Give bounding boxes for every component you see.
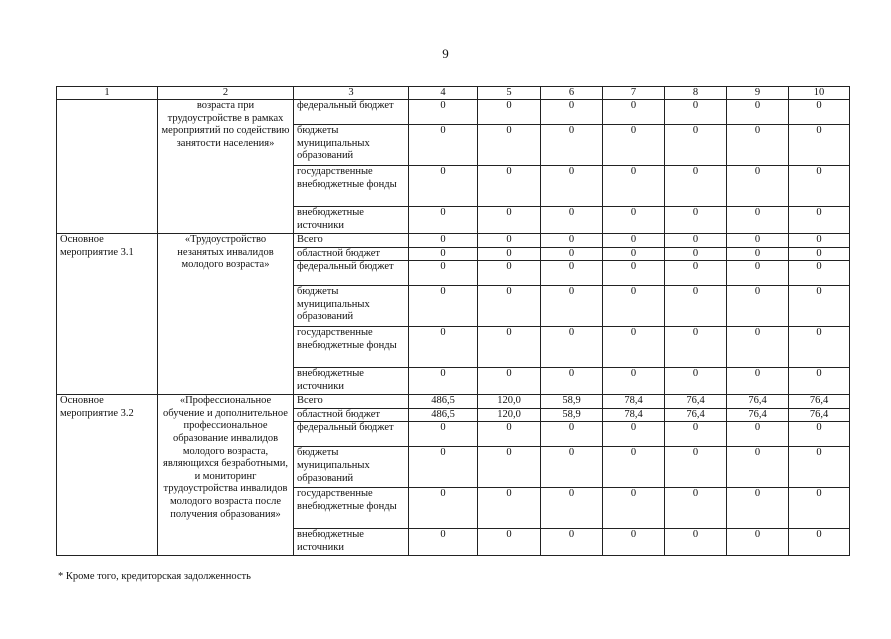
measure-name-cell: Основное мероприятие 3.1	[57, 234, 158, 395]
table-row	[57, 395, 850, 409]
funding-source-cell: государственные внебюджетные фонды	[294, 327, 409, 368]
value-cell: 0	[409, 529, 478, 556]
value-cell: 0	[409, 422, 478, 447]
value-cell: 0	[541, 247, 603, 261]
value-cell: 0	[603, 368, 665, 395]
value-cell: 0	[665, 261, 727, 286]
value-cell: 0	[603, 247, 665, 261]
value-cell: 0	[789, 286, 850, 327]
value-cell: 0	[665, 207, 727, 234]
value-cell: 120,0	[478, 395, 541, 409]
value-cell: 0	[789, 488, 850, 529]
funding-source-cell: государственные внебюджетные фонды	[294, 488, 409, 529]
funding-source-cell: Всего	[294, 395, 409, 409]
value-cell: 78,4	[603, 408, 665, 422]
value-cell: 58,9	[541, 408, 603, 422]
value-cell: 0	[541, 286, 603, 327]
value-cell: 0	[727, 488, 789, 529]
value-cell: 0	[665, 368, 727, 395]
funding-source-cell: областной бюджет	[294, 408, 409, 422]
funding-source-cell: внебюджетные источники	[294, 529, 409, 556]
value-cell: 0	[665, 488, 727, 529]
value-cell: 76,4	[665, 408, 727, 422]
value-cell: 0	[727, 447, 789, 488]
table-header-row	[57, 87, 850, 100]
value-cell: 76,4	[727, 408, 789, 422]
funding-source-cell: федеральный бюджет	[294, 422, 409, 447]
value-cell: 0	[478, 261, 541, 286]
funding-source-cell: внебюджетные источники	[294, 368, 409, 395]
funding-source-cell: бюджеты муниципальных образований	[294, 286, 409, 327]
value-cell: 0	[541, 368, 603, 395]
measure-name-cell	[57, 100, 158, 234]
value-cell: 0	[541, 261, 603, 286]
funding-source-cell: областной бюджет	[294, 247, 409, 261]
value-cell: 0	[789, 125, 850, 166]
value-cell: 0	[541, 234, 603, 248]
value-cell: 0	[478, 422, 541, 447]
value-cell: 0	[789, 234, 850, 248]
column-header-10: 10	[789, 87, 850, 100]
value-cell: 0	[409, 125, 478, 166]
value-cell: 0	[478, 488, 541, 529]
value-cell: 0	[603, 261, 665, 286]
value-cell: 0	[541, 488, 603, 529]
value-cell: 0	[409, 286, 478, 327]
value-cell: 0	[665, 529, 727, 556]
value-cell: 0	[478, 447, 541, 488]
value-cell: 0	[727, 529, 789, 556]
value-cell: 76,4	[789, 395, 850, 409]
column-header-4: 4	[409, 87, 478, 100]
value-cell: 0	[789, 422, 850, 447]
value-cell: 0	[478, 286, 541, 327]
value-cell: 0	[603, 422, 665, 447]
value-cell: 0	[541, 422, 603, 447]
value-cell: 0	[541, 125, 603, 166]
value-cell: 0	[603, 327, 665, 368]
value-cell: 0	[409, 247, 478, 261]
value-cell: 0	[665, 422, 727, 447]
value-cell: 0	[727, 166, 789, 207]
funding-source-cell: государственные внебюджетные фонды	[294, 166, 409, 207]
value-cell: 0	[727, 286, 789, 327]
value-cell: 0	[665, 166, 727, 207]
value-cell: 0	[665, 247, 727, 261]
value-cell: 0	[665, 447, 727, 488]
value-cell: 0	[603, 488, 665, 529]
table-row	[57, 234, 850, 248]
value-cell: 0	[727, 247, 789, 261]
value-cell: 0	[603, 286, 665, 327]
value-cell: 0	[478, 327, 541, 368]
value-cell: 0	[727, 368, 789, 395]
value-cell: 0	[789, 247, 850, 261]
value-cell: 76,4	[665, 395, 727, 409]
column-header-7: 7	[603, 87, 665, 100]
table-body	[57, 100, 850, 556]
value-cell: 0	[603, 207, 665, 234]
funding-source-cell: федеральный бюджет	[294, 261, 409, 286]
value-cell: 0	[409, 447, 478, 488]
value-cell: 0	[541, 166, 603, 207]
column-header-8: 8	[665, 87, 727, 100]
measure-name-cell: Основное мероприятие 3.2	[57, 395, 158, 556]
funding-source-cell: бюджеты муниципальных образований	[294, 447, 409, 488]
value-cell: 0	[665, 286, 727, 327]
funding-source-cell: федеральный бюджет	[294, 100, 409, 125]
funding-source-cell: бюджеты муниципальных образований	[294, 125, 409, 166]
value-cell: 0	[409, 234, 478, 248]
value-cell: 0	[603, 166, 665, 207]
column-header-3: 3	[294, 87, 409, 100]
value-cell: 0	[409, 327, 478, 368]
value-cell: 0	[727, 261, 789, 286]
value-cell: 0	[409, 368, 478, 395]
column-header-2: 2	[158, 87, 294, 100]
value-cell: 0	[541, 529, 603, 556]
budget-table	[56, 86, 850, 556]
value-cell: 0	[789, 100, 850, 125]
value-cell: 0	[789, 529, 850, 556]
value-cell: 0	[789, 327, 850, 368]
value-cell: 0	[603, 529, 665, 556]
value-cell: 0	[409, 100, 478, 125]
value-cell: 0	[727, 207, 789, 234]
value-cell: 0	[409, 207, 478, 234]
measure-title-cell: возраста при трудоустройстве в рамках мероприятий по содействию занятости населения»	[158, 100, 294, 234]
value-cell: 0	[478, 100, 541, 125]
value-cell: 0	[478, 368, 541, 395]
value-cell: 0	[727, 234, 789, 248]
value-cell: 0	[541, 327, 603, 368]
value-cell: 486,5	[409, 395, 478, 409]
value-cell: 0	[665, 100, 727, 125]
value-cell: 0	[541, 447, 603, 488]
value-cell: 0	[603, 234, 665, 248]
measure-title-cell: «Профессиональное обучение и дополнительное профессиональное образование инвалидов молодого возраста, являющихся безработными, и мониторинг трудоустройства инвалидов молодого возраста после получения образования»	[158, 395, 294, 556]
value-cell: 0	[409, 166, 478, 207]
value-cell: 0	[789, 368, 850, 395]
table-row	[57, 100, 850, 125]
value-cell: 0	[409, 261, 478, 286]
value-cell: 0	[727, 100, 789, 125]
value-cell: 0	[478, 166, 541, 207]
footnote: * Кроме того, кредиторская задолженность	[58, 571, 251, 582]
value-cell: 0	[478, 247, 541, 261]
value-cell: 0	[478, 529, 541, 556]
funding-source-cell: внебюджетные источники	[294, 207, 409, 234]
value-cell: 0	[478, 207, 541, 234]
value-cell: 0	[665, 327, 727, 368]
value-cell: 0	[789, 207, 850, 234]
column-header-1: 1	[57, 87, 158, 100]
value-cell: 0	[409, 488, 478, 529]
value-cell: 76,4	[727, 395, 789, 409]
measure-title-cell: «Трудоустройство незанятых инвалидов молодого возраста»	[158, 234, 294, 395]
value-cell: 0	[541, 100, 603, 125]
column-header-5: 5	[478, 87, 541, 100]
value-cell: 0	[789, 166, 850, 207]
value-cell: 0	[665, 125, 727, 166]
value-cell: 0	[665, 234, 727, 248]
value-cell: 0	[603, 125, 665, 166]
column-header-6: 6	[541, 87, 603, 100]
value-cell: 0	[603, 100, 665, 125]
value-cell: 0	[727, 327, 789, 368]
value-cell: 0	[541, 207, 603, 234]
value-cell: 486,5	[409, 408, 478, 422]
value-cell: 120,0	[478, 408, 541, 422]
value-cell: 0	[727, 125, 789, 166]
funding-source-cell: Всего	[294, 234, 409, 248]
value-cell: 0	[603, 447, 665, 488]
value-cell: 0	[478, 234, 541, 248]
column-header-9: 9	[727, 87, 789, 100]
value-cell: 58,9	[541, 395, 603, 409]
page-number: 9	[442, 46, 449, 61]
value-cell: 0	[478, 125, 541, 166]
value-cell: 0	[789, 447, 850, 488]
value-cell: 76,4	[789, 408, 850, 422]
value-cell: 0	[789, 261, 850, 286]
value-cell: 0	[727, 422, 789, 447]
value-cell: 78,4	[603, 395, 665, 409]
